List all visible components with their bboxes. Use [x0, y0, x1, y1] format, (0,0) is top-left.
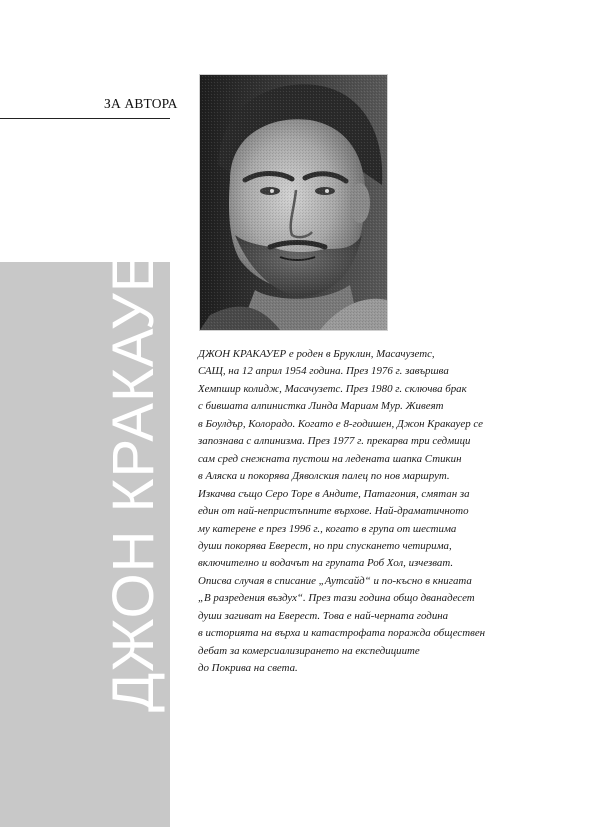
bio-line: сам сред снежната пустош на ледената шапка Стикин: [198, 452, 462, 465]
bio-line: в историята на върха и катастрофата поражда обществен: [198, 627, 486, 640]
bio-line: Описва случая в списание „Аутсайд“ и по-късно в книгата: [198, 574, 472, 587]
bio-line: ДЖОН КРАКАУЕР е роден в Бруклин, Масачузетс,: [198, 348, 435, 360]
bio-line: запознава с алпинизма. През 1977 г. прекарва три седмици: [198, 435, 471, 448]
bio-line: Хемпшир колидж, Масачузетс. През 1980 г. сключва брак: [198, 382, 467, 395]
author-bio: [198, 346, 528, 678]
bio-line: САЩ, на 12 април 1954 година. През 1976 г. завършва: [198, 365, 449, 378]
bio-line: Изкачва също Серо Торе в Андите, Патагония, смятан за: [198, 487, 470, 500]
header-rule: [0, 118, 170, 119]
author-photo: [199, 74, 388, 331]
bio-line: до Покрива на света.: [198, 662, 298, 675]
bio-line: дебат за комерсиализирането на експедициите: [198, 644, 420, 657]
author-name-vertical: ДЖОН КРАКАУЕР: [101, 212, 166, 712]
bio-line: един от най-непристъпните върхове. Най-драматичното: [198, 505, 469, 518]
section-label: ЗА АВТОРА: [104, 96, 178, 111]
bio-line: души загиват на Еверест. Това е най-черната година: [198, 609, 449, 622]
bio-line: души покорява Еверест, но при спускането четирима,: [198, 539, 452, 552]
bio-line: в Боулдър, Колорадо. Когато е 8-годишен, Джон Кракауер се: [198, 417, 483, 430]
bio-line: му катерене е през 1996 г., когато в група от шестима: [198, 522, 457, 535]
bio-line: „В разредения въздух“. През тази година общо дванадесет: [198, 592, 475, 605]
bio-line: в Аляска и покорява Дяволския палец по нов маршрут.: [198, 470, 450, 483]
bio-line: включително и водачът на групата Роб Хол, изчезват.: [198, 557, 454, 570]
bio-line: с бившата алпинистка Линда Мариам Мур. Живеят: [198, 400, 444, 413]
